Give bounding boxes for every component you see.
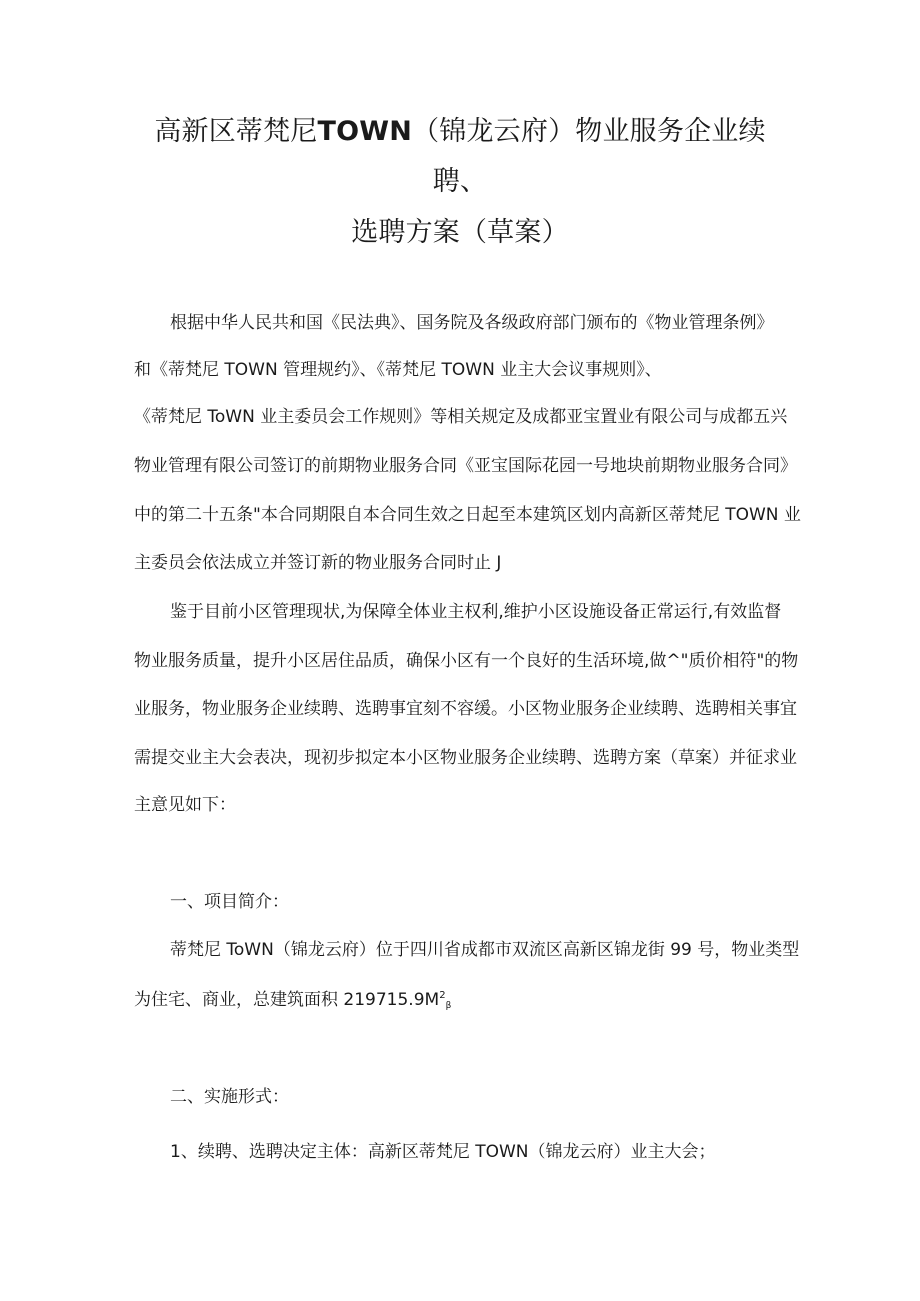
intro-line-5: 中的第二十五条"本合同期限自本合同生效之日起至本建筑区划内高新区蒂梵尼 TOWN 业 [134, 505, 801, 525]
area-trailing-subscript: β [445, 1001, 452, 1011]
document-title-line-2: 聘、 [432, 166, 488, 197]
reason-line-3: 业服务，物业服务企业续聘、选聘事宜刻不容缓。小区物业服务企业续聘、选聘相关事宜 [134, 699, 797, 719]
reason-line-5: 主意见如下： [134, 795, 236, 815]
intro-line-6: 主委员会依法成立并签订新的物业服务合同时止 J [134, 553, 502, 573]
section-2-heading: 二、实施形式： [170, 1087, 289, 1107]
title-text-prefix: 高新区蒂梵尼 [154, 116, 318, 147]
document-title-line-1 [0, 118, 920, 145]
title-text-town: TOWN [317, 116, 413, 147]
intro-line-3: 《蒂梵尼 ToWN 业主委员会工作规则》等相关规定及成都亚宝置业有限公司与成都五兴 [134, 407, 788, 427]
area-unit-superscript: 2 [439, 990, 446, 1001]
section-1-line-2 [134, 991, 451, 1011]
document-title-line-3: 选聘方案（草案） [351, 217, 569, 248]
reason-line-1: 鉴于目前小区管理现状,为保障全体业主权利,维护小区设施设备正常运行,有效监督 [170, 602, 782, 622]
section-1-heading: 一、项目简介： [170, 892, 289, 912]
title-text-suffix: （锦龙云府）物业服务企业续 [412, 116, 766, 147]
intro-line-4: 物业管理有限公司签订的前期物业服务合同《亚宝国际花园一号地块前期物业服务合同》 [134, 456, 797, 476]
section-1-line-1: 蒂梵尼 ToWN（锦龙云府）位于四川省成都市双流区高新区锦龙街 99 号，物业类型 [170, 940, 800, 960]
intro-line-2: 和《蒂梵尼 TOWN 管理规约》、《蒂梵尼 TOWN 业主大会议事规则》、 [134, 360, 662, 380]
intro-line-1: 根据中华人民共和国《民法典》、国务院及各级政府部门颁布的《物业管理条例》 [170, 313, 774, 333]
reason-line-4: 需提交业主大会表决，现初步拟定本小区物业服务企业续聘、选聘方案（草案）并征求业 [134, 748, 797, 768]
section-1-area-text: 为住宅、商业，总建筑面积 219715.9M [134, 990, 440, 1010]
reason-line-2: 物业服务质量，提升小区居住品质，确保小区有一个良好的生活环境,做^"质价相符"的物 [134, 651, 799, 671]
section-2-item-1: 1、续聘、选聘决定主体：高新区蒂梵尼 TOWN（锦龙云府）业主大会； [170, 1142, 716, 1162]
